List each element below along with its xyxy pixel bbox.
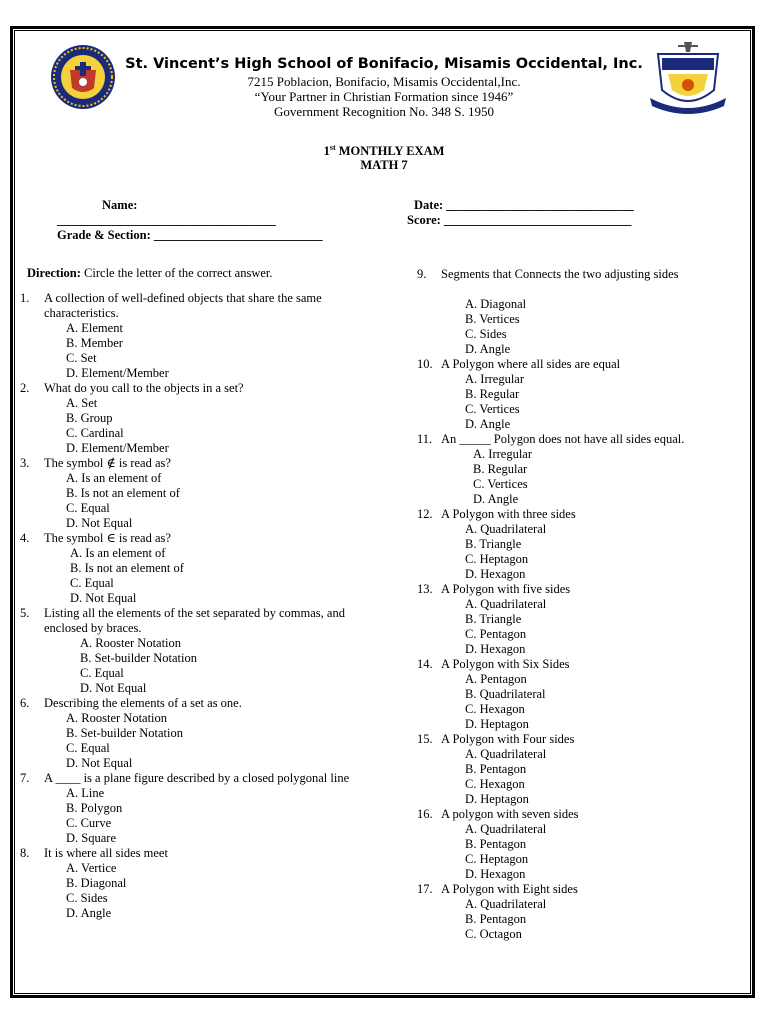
answer-option[interactable]: A. Quadrilateral: [465, 822, 547, 836]
answer-option[interactable]: D. Hexagon: [465, 867, 526, 881]
grade-section-field[interactable]: Grade & Section: ___________________________: [57, 228, 323, 242]
answer-option[interactable]: A. Rooster Notation: [80, 636, 182, 650]
answer-option[interactable]: D. Angle: [473, 492, 519, 506]
question-number: 7.: [20, 771, 30, 785]
answer-option[interactable]: B. Pentagon: [465, 912, 527, 926]
answer-option[interactable]: D. Angle: [66, 906, 112, 920]
question-item: [20, 696, 365, 771]
answer-option[interactable]: D. Angle: [465, 342, 511, 356]
answer-option[interactable]: A. Rooster Notation: [66, 711, 168, 725]
question-item: [417, 582, 742, 657]
question-item: [20, 456, 365, 531]
answer-option[interactable]: A. Is an element of: [66, 471, 162, 485]
question-text: A Polygon with Eight sides: [441, 882, 578, 896]
exam-title: 1st MONTHLY EXAM: [323, 143, 445, 159]
left-question-column: [20, 291, 365, 921]
answer-option[interactable]: B. Diagonal: [66, 876, 127, 890]
answer-option[interactable]: D. Heptagon: [465, 792, 529, 806]
answer-option[interactable]: D. Hexagon: [465, 567, 526, 581]
answer-option[interactable]: C. Equal: [80, 666, 124, 680]
answer-option[interactable]: C. Vertices: [473, 477, 528, 491]
answer-option[interactable]: B. Is not an element of: [70, 561, 184, 575]
name-field[interactable]: ___________________________________: [57, 213, 276, 227]
right-question-column: [417, 267, 742, 942]
answer-option[interactable]: C. Equal: [66, 741, 110, 755]
question-number: 16.: [417, 807, 433, 821]
answer-option[interactable]: C. Sides: [465, 327, 507, 341]
answer-option[interactable]: D. Not Equal: [66, 516, 133, 530]
question-item: [417, 432, 742, 507]
question-item: [417, 357, 742, 432]
answer-option[interactable]: D. Element/Member: [66, 441, 169, 455]
question-number: 15.: [417, 732, 433, 746]
question-text: A Polygon with Six Sides: [441, 657, 570, 671]
answer-option[interactable]: C. Octagon: [465, 927, 522, 941]
question-item: [417, 657, 742, 732]
answer-option[interactable]: D. Hexagon: [465, 642, 526, 656]
answer-option[interactable]: A. Irregular: [473, 447, 532, 461]
answer-option[interactable]: B. Member: [66, 336, 123, 350]
answer-option[interactable]: C. Pentagon: [465, 627, 527, 641]
answer-option[interactable]: A. Pentagon: [465, 672, 527, 686]
question-number: 4.: [20, 531, 30, 545]
answer-option[interactable]: D. Angle: [465, 417, 511, 431]
question-text: The symbol ∉ is read as?: [44, 456, 171, 470]
question-text: A Polygon with five sides: [441, 582, 571, 596]
question-number: 12.: [417, 507, 433, 521]
exam-subject: MATH 7: [360, 158, 408, 172]
answer-option[interactable]: C. Cardinal: [66, 426, 124, 440]
score-field[interactable]: Score: ______________________________: [407, 213, 632, 227]
question-number: 1.: [20, 291, 30, 305]
name-label: Name:: [102, 198, 138, 212]
answer-option[interactable]: C. Sides: [66, 891, 108, 905]
answer-option[interactable]: B. Group: [66, 411, 113, 425]
answer-option[interactable]: B. Is not an element of: [66, 486, 180, 500]
question-number: 17.: [417, 882, 433, 896]
question-text: A collection of well-defined objects that share the same characteristics.: [44, 291, 322, 320]
answer-option[interactable]: A. Irregular: [465, 372, 524, 386]
answer-option[interactable]: C. Set: [66, 351, 97, 365]
answer-option[interactable]: D. Not Equal: [66, 756, 133, 770]
question-text: An _____ Polygon does not have all sides equal.: [441, 432, 685, 446]
answer-option[interactable]: D. Not Equal: [80, 681, 147, 695]
question-text: A Polygon with Four sides: [441, 732, 575, 746]
answer-option[interactable]: B. Polygon: [66, 801, 123, 815]
school-name: St. Vincent’s High School of Bonifacio, Misamis Occidental, Inc.: [125, 56, 643, 72]
answer-option[interactable]: C. Hexagon: [465, 777, 525, 791]
school-motto: “Your Partner in Christian Formation since 1946”: [254, 89, 514, 104]
answer-option[interactable]: D. Square: [66, 831, 116, 845]
answer-option[interactable]: A. Quadrilateral: [465, 522, 547, 536]
answer-option[interactable]: B. Vertices: [465, 312, 520, 326]
question-number: 10.: [417, 357, 433, 371]
question-item: [20, 606, 365, 696]
question-item: [20, 771, 365, 846]
question-text: Describing the elements of a set as one.: [44, 696, 242, 710]
answer-option[interactable]: A. Is an element of: [70, 546, 166, 560]
answer-option[interactable]: B. Quadrilateral: [465, 687, 546, 701]
question-number: 6.: [20, 696, 30, 710]
answer-option[interactable]: C. Vertices: [465, 402, 520, 416]
date-field[interactable]: Date: ______________________________: [414, 198, 634, 212]
answer-option[interactable]: A. Diagonal: [465, 297, 527, 311]
question-item: [417, 507, 742, 582]
question-item: [20, 531, 365, 606]
question-item: [20, 846, 365, 921]
school-address: 7215 Poblacion, Bonifacio, Misamis Occidental,Inc.: [247, 74, 521, 89]
question-text: The symbol ∈ is read as?: [44, 531, 171, 545]
answer-option[interactable]: A. Line: [66, 786, 105, 800]
answer-option[interactable]: B. Set-builder Notation: [80, 651, 197, 665]
question-number: 3.: [20, 456, 30, 470]
direction: Direction: Circle the letter of the correct answer.: [27, 266, 273, 280]
question-text: It is where all sides meet: [44, 846, 168, 860]
answer-option[interactable]: C. Equal: [70, 576, 114, 590]
question-text: What do you call to the objects in a set?: [44, 381, 244, 395]
answer-option[interactable]: B. Triangle: [465, 612, 522, 626]
answer-option[interactable]: D. Not Equal: [70, 591, 137, 605]
question-text: A Polygon where all sides are equal: [441, 357, 621, 371]
answer-option[interactable]: B. Regular: [465, 387, 520, 401]
answer-option[interactable]: C. Heptagon: [465, 552, 529, 566]
question-number: 13.: [417, 582, 433, 596]
question-item: [20, 381, 365, 456]
question-item: [417, 732, 742, 807]
question-number: 14.: [417, 657, 433, 671]
question-text: Segments that Connects the two adjusting sides: [441, 267, 679, 281]
answer-option[interactable]: B. Pentagon: [465, 837, 527, 851]
answer-option[interactable]: C. Curve: [66, 816, 112, 830]
question-text: A polygon with seven sides: [441, 807, 579, 821]
question-item: [417, 807, 742, 882]
answer-option[interactable]: B. Triangle: [465, 537, 522, 551]
answer-option[interactable]: B. Pentagon: [465, 762, 527, 776]
answer-option[interactable]: B. Set-builder Notation: [66, 726, 183, 740]
answer-option[interactable]: C. Equal: [66, 501, 110, 515]
question-item: [417, 882, 742, 942]
answer-option[interactable]: A. Quadrilateral: [465, 897, 547, 911]
answer-option[interactable]: A. Quadrilateral: [465, 747, 547, 761]
answer-option[interactable]: B. Regular: [473, 462, 528, 476]
question-item: [20, 291, 365, 381]
question-text: Listing all the elements of the set separated by commas, and enclosed by braces.: [44, 606, 345, 635]
answer-option[interactable]: A. Quadrilateral: [465, 597, 547, 611]
question-text: A Polygon with three sides: [441, 507, 576, 521]
answer-option[interactable]: D. Heptagon: [465, 717, 529, 731]
question-number: 8.: [20, 846, 30, 860]
question-text: A ____ is a plane figure described by a closed polygonal line: [44, 771, 350, 785]
answer-option[interactable]: D. Element/Member: [66, 366, 169, 380]
answer-option[interactable]: A. Set: [66, 396, 98, 410]
answer-option[interactable]: A. Element: [66, 321, 123, 335]
answer-option[interactable]: C. Heptagon: [465, 852, 529, 866]
question-number: 2.: [20, 381, 30, 395]
answer-option[interactable]: C. Hexagon: [465, 702, 525, 716]
government-recognition: Government Recognition No. 348 S. 1950: [274, 104, 494, 119]
question-number: 11.: [417, 432, 433, 446]
question-number: 5.: [20, 606, 30, 620]
question-item: [417, 267, 742, 357]
question-number: 9.: [417, 267, 427, 281]
answer-option[interactable]: A. Vertice: [66, 861, 117, 875]
